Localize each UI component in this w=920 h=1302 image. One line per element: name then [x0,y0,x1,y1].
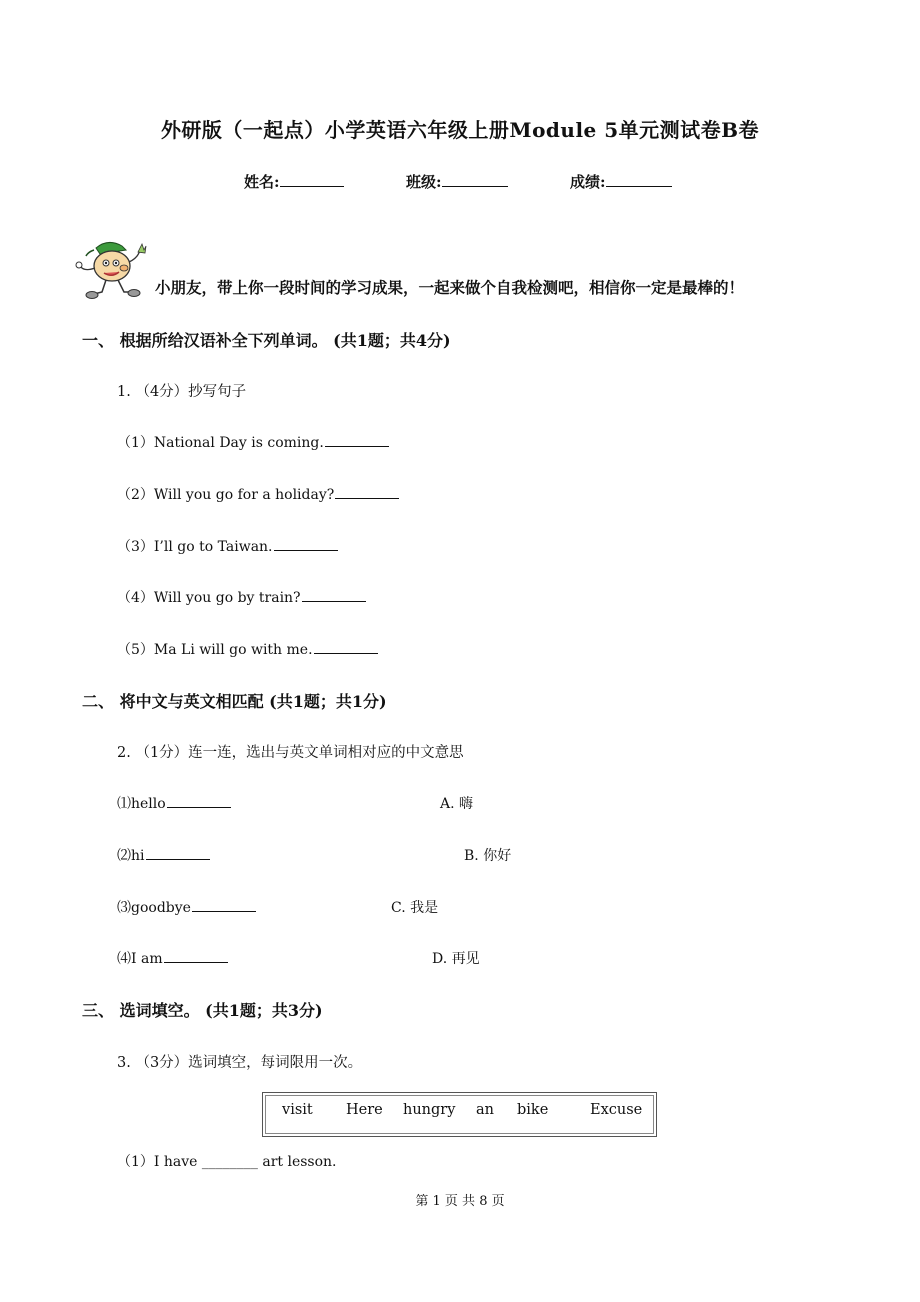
q2-right-item-a: A. 嗨 [440,796,474,812]
name-field [244,171,344,192]
question-3: 3. （3分）选词填空，每词限用一次。 [117,1055,363,1071]
q2-right-item-d: D. 再见 [432,951,480,967]
question-1: 1. （4分）抄写句子 [117,384,247,400]
q1-item-5: （5）Ma Li will go with me. [117,639,378,659]
cartoon-kid-icon [74,238,152,302]
q2-left-item-4: ⑷I am [117,948,228,968]
q2-left-item-1: ⑴hello [117,793,231,813]
q1-item-4: （4）Will you go by train? [117,587,366,607]
q2-left-item-3: ⑶goodbye [117,897,256,917]
section-1-heading: 一、 根据所给汉语补全下列单词。 (共1题；共4分) [82,331,451,350]
section-2-heading: 二、 将中文与英文相匹配 (共1题；共1分) [82,692,387,711]
q1-item-3: （3）I’ll go to Taiwan. [117,536,338,556]
word-bank-item: visit [282,1102,313,1118]
answer-blank[interactable] [302,601,366,602]
q1-item-1: （1）National Day is coming. [117,432,389,452]
answer-blank[interactable] [164,962,228,963]
section-3-heading: 三、 选词填空。 (共1题；共3分) [82,1001,323,1020]
q2-right-item-b: B. 你好 [464,848,512,864]
score-blank[interactable] [606,172,672,187]
word-bank-item: an [476,1102,494,1118]
q2-left-item-2: ⑵hi [117,845,210,865]
mascot-illustration [74,238,152,302]
class-blank[interactable] [442,172,508,187]
answer-blank[interactable] [146,859,210,860]
page-title: 外研版（一起点）小学英语六年级上册Module 5单元测试卷B卷 [160,118,760,142]
class-label: 班级: [406,173,442,191]
word-bank-item: Excuse [590,1102,643,1118]
intro-text: 小朋友，带上你一段时间的学习成果，一起来做个自我检测吧，相信你一定是最棒的！ [155,278,745,297]
score-label: 成绩: [570,173,606,191]
name-blank[interactable] [280,172,344,187]
answer-blank[interactable] [335,498,399,499]
answer-blank[interactable] [314,653,378,654]
class-field [406,171,508,192]
answer-blank[interactable] [325,446,389,447]
word-bank-item: bike [517,1102,549,1118]
question-2: 2. （1分）连一连，选出与英文单词相对应的中文意思 [117,745,464,761]
score-field [570,171,672,192]
page-footer: 第 1 页 共 8 页 [415,1194,505,1209]
answer-blank[interactable] [167,807,231,808]
name-label: 姓名: [244,173,280,191]
word-bank-item: hungry [403,1102,456,1118]
word-bank-item: Here [346,1102,383,1118]
q3-item-1: （1）I have ________ art lesson. [117,1154,337,1170]
q1-item-2: （2）Will you go for a holiday? [117,484,399,504]
word-bank-box [262,1092,657,1137]
q2-right-item-c: C. 我是 [391,900,439,916]
answer-blank[interactable] [192,911,256,912]
answer-blank[interactable] [274,550,338,551]
